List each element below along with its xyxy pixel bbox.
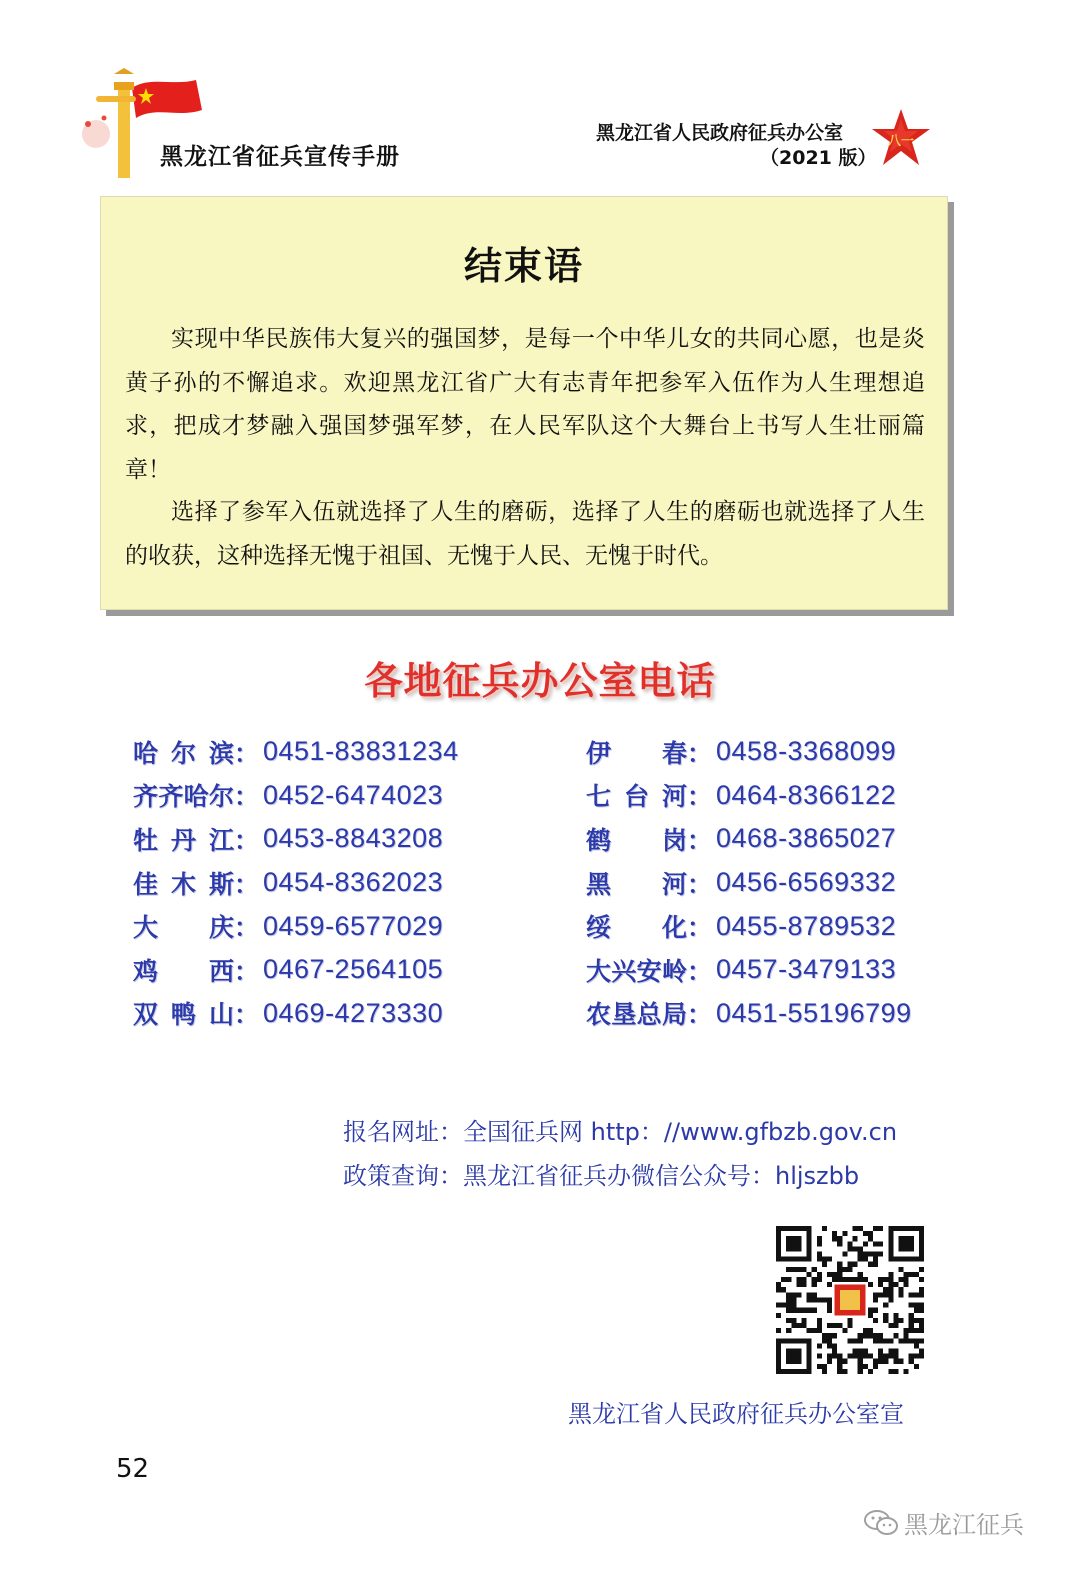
phone-row [586,774,912,818]
watermark [864,1505,1024,1540]
phone-number: 0468-3865027 [716,823,897,854]
phone-row [133,730,459,774]
region-name: 七 台 河： [586,782,712,812]
closing-remarks-box [100,196,948,610]
office-name: 黑龙江省人民政府征兵办公室 [596,122,844,144]
region-name: 大 兴 安 岭： [586,956,712,986]
region-name: 哈 尔 滨： [133,738,259,768]
region-name: 鹤 岗： [586,825,712,855]
closing-paragraph-2: 选择了参军入伍就选择了人生的磨砺，选择了人生的磨砺也就选择了人生的收获，这种选择无愧于祖国、无愧于人民、无愧于时代。 [125,499,925,569]
watermark-text: 黑龙江征兵 [904,1511,1024,1539]
phone-number: 0455-8789532 [716,910,897,941]
phone-row [133,774,459,818]
qr-code-icon [776,1226,924,1374]
phone-number: 0457-3479133 [716,954,897,985]
svg-text:八一: 八一 [887,134,915,149]
phone-list-right [586,730,912,1035]
phone-number: 0456-6569332 [716,867,897,898]
region-name: 农 垦 总 局： [586,1000,712,1030]
phone-row [586,817,912,861]
red-star-bayi-icon [870,107,932,169]
phone-number: 0469-4273330 [263,997,444,1028]
phone-number: 0452-6474023 [263,779,444,810]
phone-number: 0467-2564105 [263,954,444,985]
handbook-title: 黑龙江省征兵宣传手册 [160,144,400,170]
region-name: 牡 丹 江： [133,825,259,855]
phone-row [586,904,912,948]
edition-label: （2021 版） [760,147,877,169]
policy-inquiry: 政策查询：黑龙江省征兵办微信公众号：hljszbb [343,1162,860,1190]
page-number: 52 [116,1454,150,1484]
phone-row [133,948,459,992]
phone-row [586,861,912,905]
phone-row [133,861,459,905]
region-name: 伊 春： [586,738,712,768]
phone-row [586,948,912,992]
wechat-icon [864,1509,898,1537]
phone-number: 0459-6577029 [263,910,444,941]
phone-number: 0464-8366122 [716,779,897,810]
phone-number: 0451-83831234 [263,736,459,767]
region-name: 双 鸭 山： [133,1000,259,1030]
region-name: 鸡 西： [133,956,259,986]
region-name: 齐 齐 哈 尔： [133,782,259,812]
phone-row [133,904,459,948]
phone-row [133,817,459,861]
closing-paragraph-1: 实现中华民族伟大复兴的强国梦，是每一个中华儿女的共同心愿，也是炎黄子孙的不懈追求。欢迎黑龙江省广大有志青年把参军入伍作为人生理想追求，把成才梦融入强国梦强军梦，在人民军队这个大舞台上书写人生壮丽篇章！ [125,326,925,483]
phone-row [586,992,912,1036]
registration-website: 报名网址：全国征兵网 http：//www.gfbzb.gov.cn [343,1118,898,1146]
region-name: 佳 木 斯： [133,869,259,899]
phone-row [586,730,912,774]
phone-row [133,992,459,1036]
phone-number: 0458-3368099 [716,736,897,767]
phone-number: 0451-55196799 [716,997,912,1028]
phone-number: 0454-8362023 [263,867,444,898]
region-name: 黑 河： [586,869,712,899]
phone-number: 0453-8843208 [263,823,444,854]
closing-title: 结束语 [463,243,584,288]
phone-list-left [133,730,459,1035]
region-name: 绥 化： [586,913,712,943]
phone-section-heading: 各地征兵办公室电话 [364,658,716,703]
publisher-line: 黑龙江省人民政府征兵办公室宣 [568,1400,904,1428]
region-name: 大 庆： [133,913,259,943]
